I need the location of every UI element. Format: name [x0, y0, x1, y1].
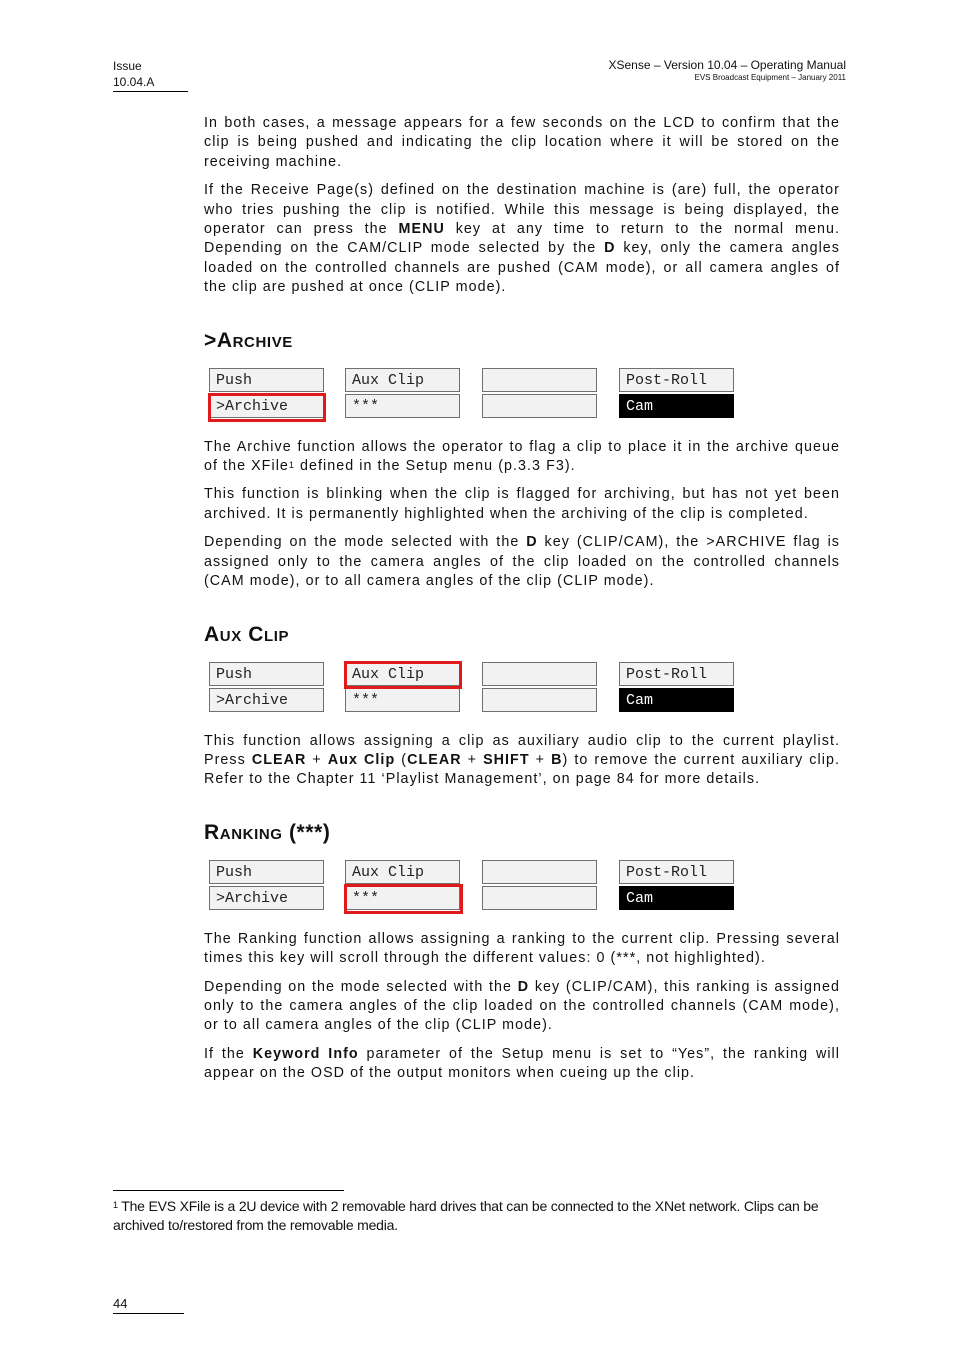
page-number: 44 — [113, 1295, 184, 1314]
manual-title: XSense – Version 10.04 – Operating Manual — [608, 58, 846, 72]
highlight-archive — [208, 393, 326, 422]
key-label-bottom: *** — [345, 394, 460, 418]
key-d: D — [526, 534, 538, 551]
text-run: key (CLIP/CAM), this ranking is assigned only to the camera angles of the clip loaded on the controlled channels (CAM mode), or to all camera angles of the clip (CLIP mode). — [204, 978, 840, 1034]
text-run: parameter of the Setup menu is set to “Yes”, the ranking will appear on the OSD of the output monitors when cueing up the clip. — [204, 1045, 840, 1082]
text-run: This function allows assigning a clip as auxiliary audio clip to the current playlist. Press — [204, 732, 840, 768]
key-label-bottom: Cam — [619, 688, 734, 712]
key-label-top: Push — [209, 368, 324, 392]
key-empty — [482, 662, 597, 714]
key-label-bottom: *** — [345, 886, 460, 910]
section-heading-ranking: Ranking (***) — [204, 820, 331, 844]
key-auxclip-ranking — [345, 368, 460, 420]
key-label-top: Post-Roll — [619, 662, 734, 686]
ranking-paragraph-1: The Ranking function allows assigning a ranking to the current clip. Pressing several times this key will scroll through the different values: 0 (***, not highlighted). — [204, 930, 840, 967]
issue-label: Issue — [113, 59, 142, 73]
key-clear: CLEAR — [251, 751, 307, 768]
key-label-bottom — [482, 886, 597, 910]
footnote-text: The EVS XFile is a 2U device with 2 removable hard drives that can be connected to the XNet network. Clips can be archived to/restored from the removable media. — [113, 1198, 819, 1233]
key-label-top: Aux Clip — [345, 368, 460, 392]
key-clear: CLEAR — [407, 751, 462, 768]
key-label-top: Push — [209, 662, 324, 686]
text-run: key, only the camera angles loaded on the controlled channels are pushed (CAM mode), or all camera angles of the clip are pushed at once (CLIP mode). — [204, 240, 840, 296]
intro-paragraph-2 — [204, 181, 840, 297]
text-run: If the — [204, 1045, 253, 1062]
footnote — [113, 1197, 843, 1235]
highlight-ranking — [344, 884, 463, 914]
auxclip-paragraph-1 — [204, 732, 840, 790]
text-run: ) to remove the current auxiliary clip. Refer to the Chapter 11 ‘Playlist Management’, on page 84 for more details. — [204, 751, 840, 788]
key-label-bottom: >Archive — [209, 394, 324, 418]
key-label-top: Push — [209, 860, 324, 884]
section-heading-auxclip: Aux Clip — [204, 622, 290, 646]
ranking-paragraph-3 — [204, 1045, 840, 1084]
key-postroll-cam — [619, 662, 734, 714]
key-label-bottom — [482, 394, 597, 418]
manual-subtitle: EVS Broadcast Equipment – January 2011 — [694, 73, 846, 82]
keypad-auxclip — [204, 662, 840, 720]
key-auxclip: Aux Clip — [327, 751, 396, 768]
key-label-top — [482, 860, 597, 884]
keypad-ranking — [204, 860, 840, 918]
highlight-auxclip — [344, 661, 462, 689]
page-content — [204, 114, 840, 1093]
key-label-top: Aux Clip — [345, 860, 460, 884]
text-run: key (CLIP/CAM), the >ARCHIVE flag is assigned only to the camera angles of the clip loaded on the controlled channels (CAM mode), or to all camera angles of the clip (CLIP mode). — [204, 534, 840, 590]
key-label-bottom: Cam — [619, 886, 734, 910]
text-run: The Archive function allows the operator to flag a clip to place it in the archive queue of the XFile — [204, 438, 840, 475]
key-label-bottom: >Archive — [209, 886, 324, 910]
key-postroll-cam — [619, 368, 734, 420]
footnote-separator — [113, 1190, 344, 1191]
text-run: Depending on the mode selected with the — [204, 978, 518, 995]
key-label-bottom: Cam — [619, 394, 734, 418]
key-label-bottom — [482, 688, 597, 712]
key-label-bottom: *** — [345, 688, 460, 712]
text-run: If the Receive Page(s) defined on the destination machine is (are) full, the operator who tries pushing the clip is notified. While this message is being displayed, the operator can press the — [204, 182, 840, 238]
archive-paragraph-3 — [204, 533, 840, 591]
footnote-ref: 1 — [288, 460, 295, 471]
key-label-top: Post-Roll — [619, 860, 734, 884]
key-label-top: Aux Clip — [345, 662, 460, 686]
key-push-archive — [209, 662, 324, 714]
text-run: Depending on the mode selected with the — [204, 534, 527, 551]
text-run: ( — [395, 751, 408, 768]
key-empty — [482, 860, 597, 912]
key-menu: MENU — [398, 221, 445, 238]
archive-paragraph-1 — [204, 438, 840, 477]
keypad-archive — [204, 368, 840, 426]
key-d: D — [517, 978, 530, 995]
key-push-archive — [209, 860, 324, 912]
key-label-bottom: >Archive — [209, 688, 324, 712]
section-heading-archive: >Archive — [204, 328, 293, 352]
ranking-paragraph-2 — [204, 978, 840, 1036]
key-label-top: Post-Roll — [619, 368, 734, 392]
text-run: + — [306, 751, 328, 768]
keyword-info: Keyword Info — [252, 1045, 359, 1062]
text-run: + — [529, 751, 552, 768]
footnote-number: 1 — [113, 1200, 118, 1210]
key-empty — [482, 368, 597, 420]
text-run: defined in the Setup menu (p.3.3 F3). — [294, 458, 576, 475]
intro-paragraph-1: In both cases, a message appears for a few seconds on the LCD to confirm that the clip is being pushed and indicating the clip location where it will be stored on the receiving machine. — [204, 115, 840, 170]
key-label-top — [482, 368, 597, 392]
key-shift: SHIFT — [483, 751, 530, 768]
key-d: D — [604, 240, 616, 257]
header-issue — [113, 58, 188, 92]
key-b: B — [551, 751, 563, 768]
text-run: key at any time to return to the normal menu. Depending on the CAM/CLIP mode selected by the — [204, 221, 840, 257]
issue-number: 10.04.A — [113, 75, 155, 89]
key-label-top — [482, 662, 597, 686]
archive-paragraph-2: This function is blinking when the clip is flagged for archiving, but has not yet been archived. It is permanently highlighted when the archiving of the clip is completed. — [204, 486, 840, 522]
text-run: + — [461, 751, 484, 768]
header-title — [609, 58, 847, 83]
key-postroll-cam — [619, 860, 734, 912]
